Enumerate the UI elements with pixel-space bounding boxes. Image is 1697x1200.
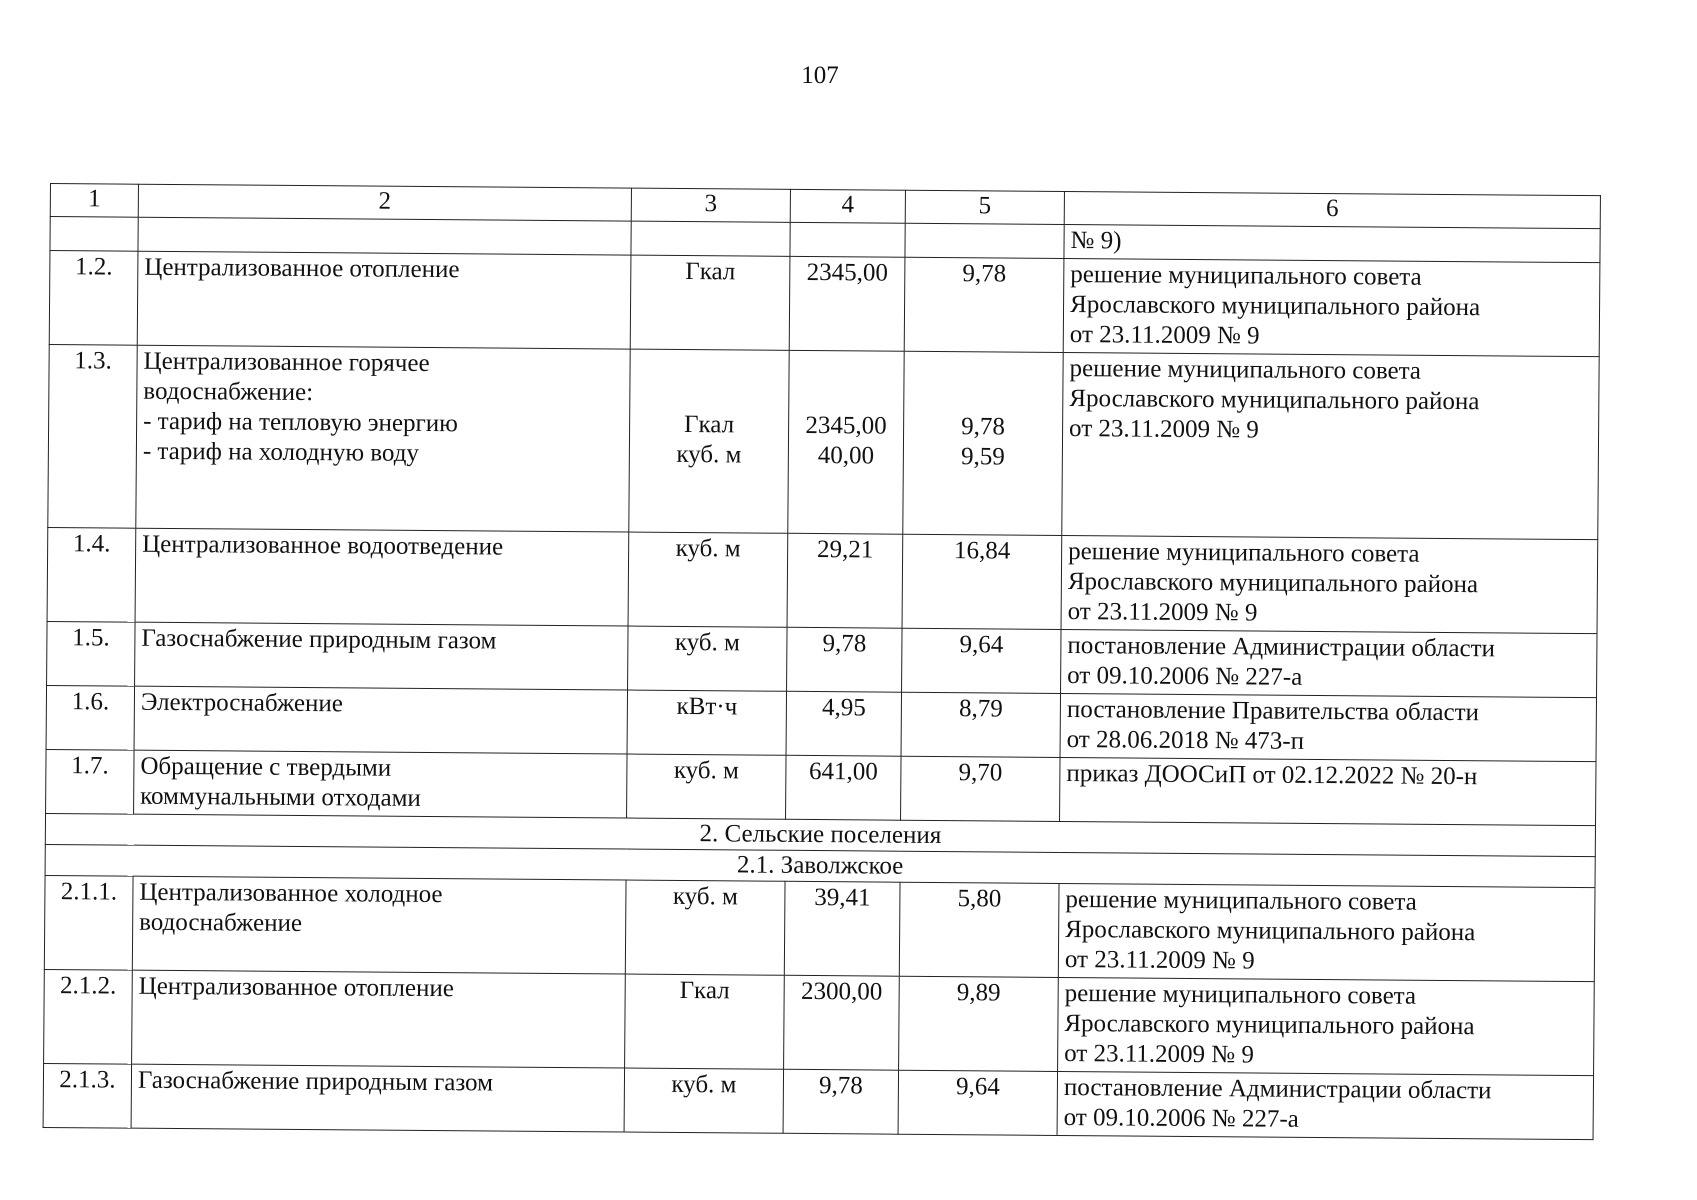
index-value: 9,78 xyxy=(904,257,1064,352)
basis-document: постановление Правительства области от 28.06.2018 № 473-п xyxy=(1060,693,1596,761)
row-number: 1.5. xyxy=(47,621,135,686)
table-row xyxy=(48,344,1599,539)
index-value: 5,80 xyxy=(899,882,1059,977)
index-value: 9,70 xyxy=(901,756,1060,821)
table-row xyxy=(44,969,1595,1075)
page-number: 107 xyxy=(801,62,839,89)
basis-document: приказ ДООСиП от 02.12.2022 № 20-н xyxy=(1060,757,1596,825)
subsection-title: 2.1. Заволжское xyxy=(45,844,1595,887)
basis-document: решение муниципального совета Ярославского муниципального района от 23.11.2009 № 9 xyxy=(1058,977,1595,1075)
tariff-value: 641,00 xyxy=(786,755,901,820)
table-row xyxy=(47,621,1597,697)
basis-document: решение муниципального совета Ярославского муниципального района от 23.11.2009 № 9 xyxy=(1063,258,1600,356)
row-number: 1.7. xyxy=(46,749,134,814)
service-name: Централизованное горячее водоснабжение: - тариф на тепловую энергию - тариф на холодную воду xyxy=(136,345,630,532)
index-value: 9,64 xyxy=(898,1070,1057,1135)
index-value: 9,64 xyxy=(902,628,1061,693)
index-value: 9,89 xyxy=(899,976,1059,1071)
column-header: 2 xyxy=(138,184,631,221)
tariff-value: 29,21 xyxy=(787,533,903,628)
service-name: Централизованное отопление xyxy=(132,970,626,1068)
unit: Гкал xyxy=(630,255,790,350)
unit: Гкал куб. м xyxy=(629,349,789,533)
row-number: 2.1.3. xyxy=(43,1063,131,1128)
unit: Гкал xyxy=(625,974,785,1069)
tariff-value: 2345,00 xyxy=(789,256,905,351)
tariff-value: 9,78 xyxy=(783,1069,898,1134)
service-name: Централизованное водоотведение xyxy=(135,528,629,626)
unit: куб. м xyxy=(624,1068,783,1133)
service-name: Обращение с твердыми коммунальными отходами xyxy=(134,750,627,818)
tariff-value: 9,78 xyxy=(787,627,902,692)
tariff-value: 4,95 xyxy=(786,691,901,756)
column-header: 5 xyxy=(905,190,1064,224)
row-number: 1.3. xyxy=(48,344,137,528)
column-header: 6 xyxy=(1064,191,1600,228)
tariff-value: 2300,00 xyxy=(784,975,900,1070)
table-row xyxy=(49,251,1600,357)
basis-document: решение муниципального совета Ярославского муниципального района от 23.11.2009 № 9 xyxy=(1061,535,1598,633)
service-name: Электроснабжение xyxy=(134,686,627,754)
service-name: Централизованное отопление xyxy=(137,251,631,349)
section-title: 2. Сельские поселения xyxy=(45,813,1595,856)
index-value: 9,78 9,59 xyxy=(903,351,1063,535)
basis-document: постановление Администрации области от 09.10.2006 № 227-а xyxy=(1061,629,1597,697)
table-row xyxy=(46,749,1596,825)
unit: куб. м xyxy=(628,532,788,627)
table-row xyxy=(44,875,1595,981)
row-number: 1.4. xyxy=(47,527,136,622)
table-row xyxy=(43,1063,1593,1139)
service-name: Централизованное холодное водоснабжение xyxy=(132,876,626,974)
index-value: 8,79 xyxy=(901,692,1060,757)
column-header: 4 xyxy=(790,189,905,223)
unit: куб. м xyxy=(627,754,786,819)
basis-document: решение муниципального совета Ярославского муниципального района от 23.11.2009 № 9 xyxy=(1058,883,1595,981)
row-number: 2.1.2. xyxy=(44,969,133,1064)
table-row xyxy=(47,527,1598,633)
basis-document: постановление Администрации области от 09.10.2006 № 227-а xyxy=(1057,1071,1593,1139)
tariff-value: 39,41 xyxy=(784,881,900,976)
index-value: 16,84 xyxy=(902,534,1062,629)
table-row xyxy=(46,685,1596,761)
unit: куб. м xyxy=(628,626,787,691)
row-number: 2.1.1. xyxy=(44,875,133,970)
row-number: 1.2. xyxy=(49,251,138,346)
column-header: 1 xyxy=(50,184,138,218)
unit: кВт·ч xyxy=(627,690,786,755)
basis-document: № 9) xyxy=(1064,224,1600,262)
tariff-value: 2345,00 40,00 xyxy=(788,350,904,534)
unit: куб. м xyxy=(625,880,785,975)
service-name: Газоснабжение природным газом xyxy=(131,1064,624,1132)
tariff-table xyxy=(43,183,1601,1140)
column-header: 3 xyxy=(631,188,790,222)
basis-document: решение муниципального совета Ярославского муниципального района от 23.11.2009 № 9 xyxy=(1062,352,1599,539)
row-number: 1.6. xyxy=(46,685,134,750)
service-name: Газоснабжение природным газом xyxy=(135,622,628,690)
